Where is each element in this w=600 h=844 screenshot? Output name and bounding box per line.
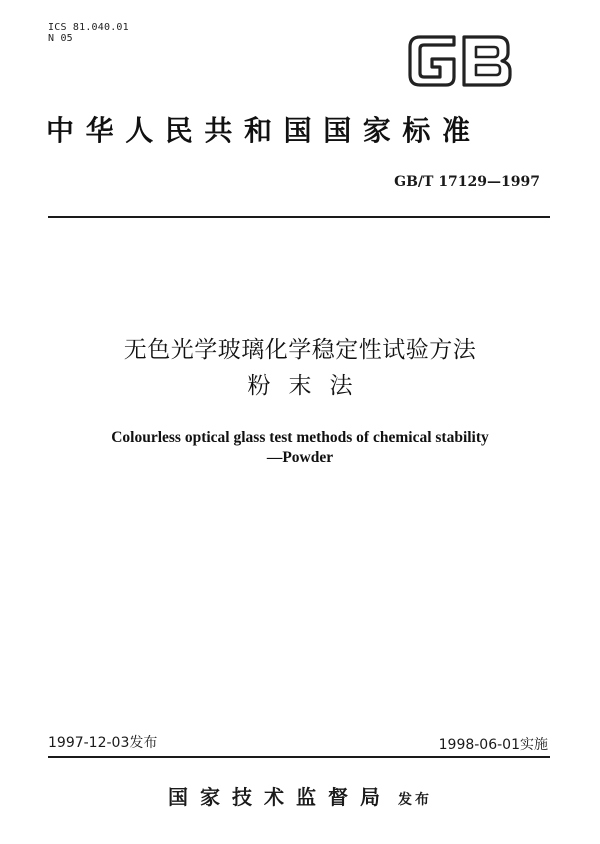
issuer-suffix: 发布	[398, 792, 432, 808]
ics-code: ICS 81.040.01	[48, 22, 129, 33]
issuer-name: 国家技术监督局	[168, 785, 392, 809]
implementation-date: 1998-06-01实施	[438, 737, 548, 753]
issuer-line	[0, 781, 600, 810]
gb-logo	[406, 33, 514, 89]
national-standard-title: 中华人民共和国国家标准	[46, 114, 482, 147]
gb-logo-icon	[406, 33, 514, 89]
document-subtitle-en: —Powder	[266, 449, 334, 466]
standard-number: GB/T 17129—1997	[394, 174, 540, 190]
top-divider	[48, 216, 550, 218]
bottom-divider	[48, 756, 550, 758]
classification-codes	[48, 22, 129, 44]
document-title-en: Colourless optical glass test methods of chemical stability	[111, 429, 489, 446]
issue-date: 1997-12-03发布	[48, 735, 158, 751]
document-subtitle-cn: 粉末法	[247, 373, 371, 399]
document-title-cn: 无色光学玻璃化学稳定性试验方法	[123, 337, 477, 363]
ccs-code: N 05	[48, 33, 73, 44]
